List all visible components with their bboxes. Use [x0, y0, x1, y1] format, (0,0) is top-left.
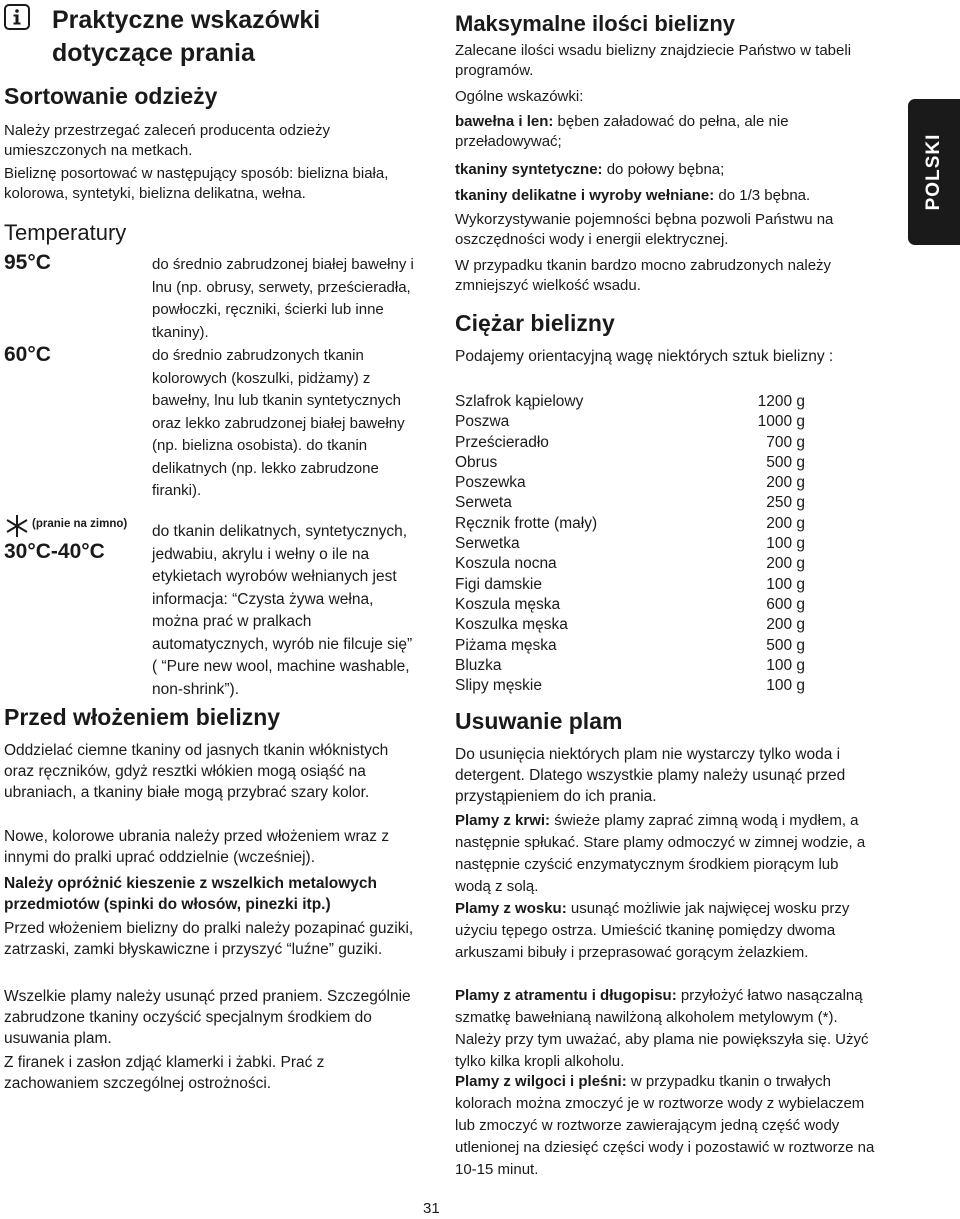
stain-mold-label: Plamy z wilgoci i pleśni:	[455, 1073, 627, 1090]
before-paragraph-4: Przed włożeniem bielizny do pralki należy pozapinać guziki, zatrzaski, zamki błyskawiczne i przyszyć “luźne” guziki.	[4, 920, 414, 958]
weight-item-name: Koszula nocna	[455, 555, 557, 573]
stain-blood-text: świeże plamy zaprać zimną wodą i mydłem, a następnie spłukać. Stare plamy odmoczyć w zimnej wodzie, a następnie czyścić enzymatycznym środkiem piorącym lub wodą z solą.	[455, 812, 866, 895]
stain-blood	[455, 810, 875, 898]
weight-item-name: Figi damskie	[455, 575, 542, 593]
weight-row	[455, 514, 805, 534]
weight-row	[455, 615, 805, 635]
sorting-paragraph-1: Należy przestrzegać zaleceń producenta odzieży umieszczonych na metkach.	[4, 122, 331, 159]
weight-heading: Ciężar bielizny	[455, 310, 615, 336]
max-load-paragraph-2: Ogólne wskazówki:	[455, 88, 584, 105]
before-paragraph-5: Wszelkie plamy należy usunąć przed praniem. Szczególnie zabrudzone tkaniny oczyścić specjalnym środkiem do usuwania plam.	[4, 988, 411, 1047]
language-tab	[908, 99, 960, 245]
weight-item-name: Ręcznik frotte (mały)	[455, 514, 598, 532]
weight-item-name: Prześcieradło	[455, 433, 549, 451]
weight-row	[455, 676, 805, 696]
weight-item-value: 500 g	[766, 453, 805, 471]
cold-wash-tag: (pranie na zimno)	[32, 518, 128, 530]
weight-item-value: 200 g	[766, 616, 805, 634]
max-load-cotton-line	[455, 112, 895, 152]
stain-wax-text: usunąć możliwie jak najwięcej wosku przy użyciu tępego ostrza. Umieścić tkaninę pomiędzy dwoma arkuszami bibuły i przeprasować gorącym żelazkiem.	[455, 900, 850, 961]
temp-30-40-label: 30°C-40°C	[4, 540, 105, 563]
weight-row	[455, 595, 805, 615]
weight-row	[455, 575, 805, 595]
max-load-paragraph-3: Wykorzystywanie pojemności bębna pozwoli Państwu na oszczędności wody i energii elektrycznej.	[455, 211, 834, 248]
stain-ink-text: przyłożyć łatwo nasączalną szmatkę bawełnianą nawilżoną alkoholem metylowym (*). Należy przy tym uważać, aby plama nie powiększyła się. Użyć tylko kilka kropli alkoholu.	[455, 987, 869, 1070]
weight-item-value: 250 g	[766, 494, 805, 512]
temp-60-label: 60°C	[4, 343, 51, 366]
weight-row	[455, 392, 805, 412]
delicate-label: tkaniny delikatne i wyroby wełniane:	[455, 187, 715, 204]
max-load-paragraph-4: W przypadku tkanin bardzo mocno zabrudzonych należy zmniejszyć wielkość wsadu.	[455, 257, 832, 294]
weight-item-name: Koszulka męska	[455, 616, 568, 634]
weight-item-value: 100 g	[766, 656, 805, 674]
before-paragraph-6: Z firanek i zasłon zdjąć klamerki i żabki. Prać z zachowaniem szczególnej ostrożności.	[4, 1054, 325, 1092]
weight-list	[455, 392, 805, 696]
before-paragraph-3: Należy opróżnić kieszenie z wszelkich metalowych przedmiotów (spinki do włosów, pinezki itp.)	[4, 875, 377, 913]
weight-row	[455, 656, 805, 676]
max-load-synthetic-line	[455, 160, 895, 180]
weight-item-value: 1200 g	[757, 393, 805, 410]
stain-mold	[455, 1071, 875, 1181]
synthetic-label: tkaniny syntetyczne:	[455, 161, 603, 178]
page-number: 31	[423, 1200, 440, 1217]
weight-row	[455, 412, 805, 432]
snowflake-icon	[6, 514, 28, 538]
weight-item-name: Obrus	[455, 453, 498, 471]
weight-item-value: 100 g	[766, 575, 805, 593]
weight-item-name: Serwetka	[455, 535, 520, 553]
weight-item-name: Slipy męskie	[455, 677, 542, 695]
weight-intro: Podajemy orientacyjną wagę niektórych sztuk bielizny :	[455, 348, 834, 365]
before-heading: Przed włożeniem bielizny	[4, 704, 281, 730]
weight-row	[455, 534, 805, 554]
before-paragraph-2: Nowe, kolorowe ubrania należy przed włożeniem wraz z innymi do pralki uprać oddzielnie (wcześniej).	[4, 828, 390, 866]
weight-item-value: 700 g	[766, 433, 805, 451]
weight-item-name: Piżama męska	[455, 636, 557, 654]
weight-item-value: 500 g	[766, 636, 805, 654]
weight-item-name: Szlafrok kąpielowy	[455, 393, 584, 410]
weight-item-value: 200 g	[766, 555, 805, 573]
weight-row	[455, 473, 805, 493]
stain-ink	[455, 985, 875, 1073]
page-title: Praktyczne wskazówki dotyczące prania	[52, 6, 321, 67]
temp-95-label: 95°C	[4, 251, 51, 274]
weight-item-name: Koszula męska	[455, 595, 561, 613]
before-paragraph-1: Oddzielać ciemne tkaniny od jasnych tkanin włóknistych oraz ręczników, gdyż resztki włókien mogą osiąść na ubraniach, a tkaniny białe mogą przybrać szary kolor.	[4, 742, 389, 801]
temp-95-description: do średnio zabrudzonej białej bawełny i lnu (np. obrusy, serwety, prześcieradła, powłoczki, ręczniki, ścierki lub inne tkaniny).	[152, 256, 414, 341]
max-load-delicate-line	[455, 186, 895, 206]
weight-item-value: 100 g	[766, 677, 805, 695]
stain-mold-text: w przypadku tkanin o trwałych kolorach można zmoczyć je w roztworze wody z wybielaczem lub zmoczyć w roztworze zawierającym jedną część wody utlenionej na dziesięć części wody i pozostawić w roztworze na 10-15 minut.	[455, 1073, 875, 1178]
cotton-text: bęben załadować do pełna, ale nie przeładowywać;	[455, 113, 789, 150]
weight-item-value: 200 g	[766, 514, 805, 532]
weight-row	[455, 453, 805, 473]
synthetic-text: do połowy bębna;	[602, 161, 725, 178]
cotton-label: bawełna i len:	[455, 113, 554, 130]
weight-row	[455, 636, 805, 656]
stains-intro: Do usunięcia niektórych plam nie wystarczy tylko woda i detergent. Dlatego wszystkie plamy należy usunąć przed przystąpieniem do ich prania.	[455, 746, 846, 805]
sorting-paragraph-2: Bieliznę posortować w następujący sposób: bielizna biała, kolorowa, syntetyki, bielizna delikatna, wełna.	[4, 165, 389, 202]
weight-row	[455, 493, 805, 513]
language-tab-label: POLSKI	[923, 133, 944, 211]
temp-60-description: do średnio zabrudzonych tkanin kolorowych (koszulki, pidżamy) z bawełny, lnu lub tkanin syntetycznych oraz lekko zabrudzonej białej bawełny (np. bielizna osobista). do tkanin delikatnych (np. lekko zabrudzone firanki).	[152, 347, 405, 499]
weight-item-name: Poszewka	[455, 474, 526, 492]
delicate-text: do 1/3 bębna.	[714, 187, 811, 204]
stain-wax-label: Plamy z wosku:	[455, 900, 567, 917]
stain-wax	[455, 898, 875, 964]
stain-ink-label: Plamy z atramentu i długopisu:	[455, 987, 677, 1004]
weight-item-name: Bluzka	[455, 656, 502, 674]
weight-row	[455, 433, 805, 453]
temp-30-40-description: do tkanin delikatnych, syntetycznych, jedwabiu, akrylu i wełny o ile na etykietach wyrobów wełnianych jest informacja: “Czysta żywa wełna, można prać w pralkach automatycznych, wyrób nie filcuje się” ( “Pure new wool, machine washable, non-shrink”).	[152, 523, 413, 698]
max-load-heading: Maksymalne ilości bielizny	[455, 11, 736, 36]
temperatures-heading: Temperatury	[4, 220, 127, 245]
stains-heading: Usuwanie plam	[455, 708, 623, 734]
weight-item-value: 200 g	[766, 474, 805, 492]
weight-item-value: 100 g	[766, 535, 805, 553]
sorting-heading: Sortowanie odzieży	[4, 83, 218, 109]
weight-item-value: 1000 g	[757, 413, 805, 431]
info-icon	[4, 4, 30, 30]
max-load-paragraph-1: Zalecane ilości wsadu bielizny znajdziecie Państwo w tabeli programów.	[455, 42, 852, 79]
weight-item-name: Serweta	[455, 494, 512, 512]
weight-item-name: Poszwa	[455, 413, 510, 431]
weight-item-value: 600 g	[766, 595, 805, 613]
stain-blood-label: Plamy z krwi:	[455, 812, 551, 829]
weight-row	[455, 554, 805, 574]
